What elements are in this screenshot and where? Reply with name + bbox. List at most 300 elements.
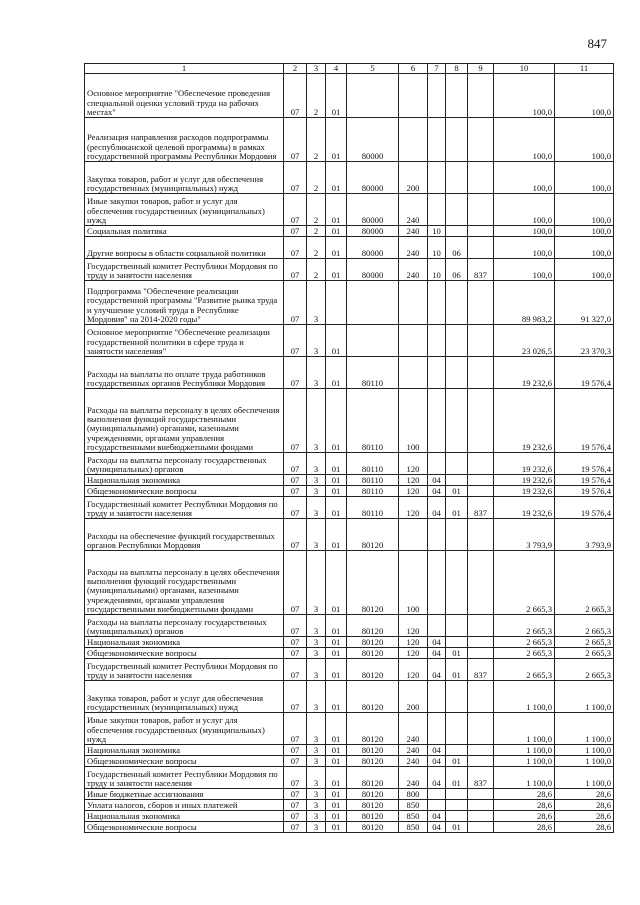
amount-cell: 19 232,6 [494, 357, 555, 389]
code-cell: 10 [428, 259, 446, 281]
code-cell: 80110 [347, 475, 399, 486]
code-cell: 01 [326, 648, 347, 659]
code-cell: 837 [468, 497, 494, 519]
code-cell: 01 [326, 756, 347, 767]
amount-cell: 100,0 [555, 226, 614, 237]
amount-cell: 28,6 [494, 811, 555, 822]
code-cell [428, 681, 446, 713]
code-cell [399, 74, 428, 118]
row-name-cell: Государственный комитет Республики Мордовия по труду и занятости населения [85, 767, 284, 789]
code-cell: 01 [326, 74, 347, 118]
code-cell: 3 [307, 615, 326, 637]
code-cell [468, 226, 494, 237]
code-cell: 01 [326, 237, 347, 259]
code-cell: 07 [284, 162, 307, 194]
code-cell: 80120 [347, 713, 399, 745]
table-body [85, 74, 614, 833]
code-cell: 07 [284, 767, 307, 789]
code-cell [428, 551, 446, 615]
amount-cell: 100,0 [494, 118, 555, 162]
code-cell [446, 811, 468, 822]
amount-cell: 19 232,6 [494, 389, 555, 453]
amount-cell: 19 232,6 [494, 453, 555, 475]
code-cell: 80120 [347, 756, 399, 767]
code-cell: 07 [284, 325, 307, 357]
row-name-cell: Общеэкономические вопросы [85, 486, 284, 497]
code-cell: 01 [326, 118, 347, 162]
amount-cell: 28,6 [494, 822, 555, 833]
code-cell [446, 118, 468, 162]
code-cell: 240 [399, 194, 428, 226]
code-cell [347, 325, 399, 357]
amount-cell: 2 665,3 [555, 637, 614, 648]
code-cell: 01 [326, 162, 347, 194]
amount-cell: 100,0 [494, 259, 555, 281]
amount-cell: 28,6 [494, 789, 555, 800]
code-cell: 3 [307, 767, 326, 789]
column-header: 7 [428, 64, 446, 74]
code-cell: 3 [307, 756, 326, 767]
code-cell: 07 [284, 745, 307, 756]
amount-cell: 100,0 [555, 194, 614, 226]
code-cell: 01 [326, 767, 347, 789]
code-cell: 07 [284, 615, 307, 637]
code-cell: 07 [284, 756, 307, 767]
amount-cell: 100,0 [555, 74, 614, 118]
code-cell: 01 [326, 475, 347, 486]
code-cell: 01 [326, 822, 347, 833]
code-cell: 04 [428, 648, 446, 659]
code-cell: 07 [284, 74, 307, 118]
code-cell [428, 519, 446, 551]
code-cell [446, 637, 468, 648]
code-cell [468, 325, 494, 357]
code-cell [468, 237, 494, 259]
code-cell: 3 [307, 497, 326, 519]
code-cell: 120 [399, 475, 428, 486]
code-cell: 80120 [347, 822, 399, 833]
table-row [85, 357, 614, 389]
code-cell [446, 194, 468, 226]
code-cell: 01 [326, 745, 347, 756]
code-cell: 04 [428, 822, 446, 833]
code-cell: 07 [284, 681, 307, 713]
amount-cell: 1 100,0 [494, 756, 555, 767]
code-cell: 3 [307, 637, 326, 648]
code-cell: 240 [399, 237, 428, 259]
code-cell [468, 486, 494, 497]
code-cell: 01 [446, 822, 468, 833]
table-row [85, 162, 614, 194]
table-row [85, 756, 614, 767]
code-cell [468, 789, 494, 800]
code-cell [446, 615, 468, 637]
code-cell: 3 [307, 789, 326, 800]
code-cell [468, 681, 494, 713]
code-cell: 06 [446, 259, 468, 281]
code-cell: 07 [284, 237, 307, 259]
code-cell [428, 74, 446, 118]
code-cell [428, 453, 446, 475]
code-cell [468, 745, 494, 756]
code-cell: 07 [284, 226, 307, 237]
row-name-cell: Расходы на выплаты персоналу государственных (муниципальных) органов [85, 615, 284, 637]
row-name-cell: Расходы на выплаты по оплате труда работников государственных органов Республики Мордовия [85, 357, 284, 389]
code-cell [468, 281, 494, 325]
amount-cell: 19 576,4 [555, 389, 614, 453]
code-cell: 240 [399, 226, 428, 237]
amount-cell: 2 665,3 [555, 615, 614, 637]
table-row [85, 767, 614, 789]
code-cell [468, 453, 494, 475]
code-cell: 80120 [347, 681, 399, 713]
code-cell: 01 [446, 756, 468, 767]
column-header: 6 [399, 64, 428, 74]
code-cell: 3 [307, 745, 326, 756]
amount-cell: 2 665,3 [494, 659, 555, 681]
code-cell [468, 475, 494, 486]
code-cell: 120 [399, 615, 428, 637]
amount-cell: 1 100,0 [555, 745, 614, 756]
code-cell: 2 [307, 118, 326, 162]
code-cell: 3 [307, 475, 326, 486]
code-cell: 80110 [347, 486, 399, 497]
code-cell: 80120 [347, 519, 399, 551]
code-cell: 01 [326, 259, 347, 281]
table-row [85, 226, 614, 237]
code-cell [428, 118, 446, 162]
code-cell [446, 389, 468, 453]
code-cell: 80000 [347, 226, 399, 237]
table-row [85, 389, 614, 453]
amount-cell: 19 576,4 [555, 453, 614, 475]
table-row [85, 637, 614, 648]
row-name-cell: Государственный комитет Республики Мордовия по труду и занятости населения [85, 659, 284, 681]
code-cell [428, 800, 446, 811]
code-cell: 07 [284, 194, 307, 226]
code-cell: 837 [468, 767, 494, 789]
code-cell [326, 281, 347, 325]
code-cell [446, 453, 468, 475]
code-cell [428, 389, 446, 453]
code-cell [428, 789, 446, 800]
code-cell: 01 [446, 497, 468, 519]
code-cell: 3 [307, 659, 326, 681]
code-cell: 3 [307, 822, 326, 833]
amount-cell: 100,0 [494, 194, 555, 226]
code-cell [468, 615, 494, 637]
code-cell: 04 [428, 475, 446, 486]
code-cell: 01 [326, 681, 347, 713]
code-cell [468, 162, 494, 194]
code-cell: 07 [284, 497, 307, 519]
code-cell: 04 [428, 497, 446, 519]
code-cell: 07 [284, 713, 307, 745]
code-cell: 837 [468, 259, 494, 281]
code-cell [446, 681, 468, 713]
code-cell [446, 74, 468, 118]
amount-cell: 19 576,4 [555, 486, 614, 497]
code-cell: 100 [399, 389, 428, 453]
amount-cell: 1 100,0 [555, 713, 614, 745]
code-cell: 01 [326, 453, 347, 475]
code-cell: 01 [326, 325, 347, 357]
column-header: 11 [555, 64, 614, 74]
code-cell [468, 811, 494, 822]
code-cell: 240 [399, 259, 428, 281]
code-cell: 80000 [347, 259, 399, 281]
code-cell: 01 [326, 637, 347, 648]
code-cell: 01 [326, 519, 347, 551]
code-cell: 01 [326, 486, 347, 497]
code-cell [446, 551, 468, 615]
amount-cell: 100,0 [555, 237, 614, 259]
code-cell [468, 713, 494, 745]
amount-cell: 2 665,3 [494, 648, 555, 659]
code-cell: 07 [284, 637, 307, 648]
code-cell: 04 [428, 637, 446, 648]
amount-cell: 1 100,0 [494, 767, 555, 789]
code-cell [468, 822, 494, 833]
code-cell [468, 389, 494, 453]
code-cell: 07 [284, 551, 307, 615]
code-cell: 07 [284, 800, 307, 811]
column-header: 4 [326, 64, 347, 74]
amount-cell: 100,0 [494, 74, 555, 118]
code-cell: 01 [446, 767, 468, 789]
code-cell: 3 [307, 357, 326, 389]
amount-cell: 2 665,3 [555, 659, 614, 681]
code-cell: 200 [399, 162, 428, 194]
code-cell [399, 357, 428, 389]
amount-cell: 1 100,0 [494, 745, 555, 756]
table-row [85, 519, 614, 551]
code-cell: 80120 [347, 637, 399, 648]
amount-cell: 2 665,3 [494, 637, 555, 648]
code-cell [446, 713, 468, 745]
code-cell: 240 [399, 767, 428, 789]
column-header: 3 [307, 64, 326, 74]
code-cell: 10 [428, 226, 446, 237]
table-row [85, 789, 614, 800]
code-cell: 100 [399, 551, 428, 615]
code-cell: 07 [284, 648, 307, 659]
code-cell [468, 637, 494, 648]
code-cell: 850 [399, 811, 428, 822]
code-cell [446, 800, 468, 811]
row-name-cell: Основное мероприятие "Обеспечение реализации государственной политики в сфере труда и занятости населения" [85, 325, 284, 357]
code-cell: 07 [284, 486, 307, 497]
code-cell: 01 [446, 648, 468, 659]
code-cell [399, 118, 428, 162]
row-name-cell: Расходы на выплаты персоналу в целях обеспечения выполнения функций государственными (муниципальными) органами, казенными учреждениями, органами управления государственными внебюджетными фондами [85, 551, 284, 615]
code-cell: 3 [307, 551, 326, 615]
amount-cell: 91 327,0 [555, 281, 614, 325]
amount-cell: 100,0 [494, 226, 555, 237]
table-row [85, 325, 614, 357]
code-cell: 800 [399, 789, 428, 800]
column-header: 1 [85, 64, 284, 74]
code-cell: 01 [446, 659, 468, 681]
code-cell [468, 118, 494, 162]
code-cell: 07 [284, 453, 307, 475]
row-name-cell: Расходы на обеспечение функций государственных органов Республики Мордовия [85, 519, 284, 551]
code-cell: 01 [326, 357, 347, 389]
row-name-cell: Общеэкономические вопросы [85, 648, 284, 659]
code-cell: 80110 [347, 453, 399, 475]
amount-cell: 2 665,3 [555, 648, 614, 659]
code-cell: 80000 [347, 237, 399, 259]
row-name-cell: Уплата налогов, сборов и иных платежей [85, 800, 284, 811]
code-cell: 80120 [347, 551, 399, 615]
code-cell: 01 [326, 194, 347, 226]
table-row [85, 237, 614, 259]
amount-cell: 28,6 [555, 800, 614, 811]
code-cell: 120 [399, 453, 428, 475]
table-row [85, 486, 614, 497]
code-cell: 2 [307, 162, 326, 194]
code-cell: 2 [307, 74, 326, 118]
amount-cell: 19 232,6 [494, 475, 555, 486]
code-cell: 80120 [347, 767, 399, 789]
code-cell: 01 [326, 226, 347, 237]
amount-cell: 1 100,0 [494, 681, 555, 713]
code-cell: 850 [399, 800, 428, 811]
code-cell [446, 357, 468, 389]
code-cell [446, 325, 468, 357]
code-cell: 80120 [347, 789, 399, 800]
code-cell: 80110 [347, 497, 399, 519]
row-name-cell: Национальная экономика [85, 637, 284, 648]
code-cell: 3 [307, 325, 326, 357]
row-name-cell: Социальная политика [85, 226, 284, 237]
amount-cell: 19 576,4 [555, 475, 614, 486]
code-cell [446, 226, 468, 237]
code-cell [428, 713, 446, 745]
amount-cell: 1 100,0 [494, 713, 555, 745]
code-cell: 07 [284, 811, 307, 822]
amount-cell: 3 793,9 [494, 519, 555, 551]
code-cell: 80000 [347, 162, 399, 194]
table-row [85, 615, 614, 637]
amount-cell: 19 232,6 [494, 486, 555, 497]
code-cell: 3 [307, 800, 326, 811]
code-cell [446, 475, 468, 486]
code-cell: 120 [399, 486, 428, 497]
code-cell [428, 357, 446, 389]
amount-cell: 1 100,0 [555, 767, 614, 789]
code-cell: 2 [307, 226, 326, 237]
code-cell: 3 [307, 486, 326, 497]
code-cell [428, 194, 446, 226]
code-cell: 06 [446, 237, 468, 259]
code-cell [468, 519, 494, 551]
code-cell: 120 [399, 659, 428, 681]
table-row [85, 74, 614, 118]
row-name-cell: Иные закупки товаров, работ и услуг для обеспечения государственных (муниципальных) нужд [85, 194, 284, 226]
table-row [85, 551, 614, 615]
row-name-cell: Расходы на выплаты персоналу государственных (муниципальных) органов [85, 453, 284, 475]
row-name-cell: Расходы на выплаты персоналу в целях обеспечения выполнения функций государственными (муниципальными) органами, казенными учреждениями, органами управления государственными внебюджетными фондами [85, 389, 284, 453]
code-cell [446, 745, 468, 756]
amount-cell: 28,6 [555, 789, 614, 800]
row-name-cell: Государственный комитет Республики Мордовия по труду и занятости населения [85, 497, 284, 519]
code-cell: 2 [307, 259, 326, 281]
table-row [85, 453, 614, 475]
code-cell [468, 74, 494, 118]
code-cell [446, 789, 468, 800]
code-cell [428, 615, 446, 637]
code-cell: 01 [326, 615, 347, 637]
row-name-cell: Национальная экономика [85, 811, 284, 822]
table-row [85, 659, 614, 681]
code-cell: 04 [428, 756, 446, 767]
code-cell: 80120 [347, 800, 399, 811]
code-cell: 07 [284, 281, 307, 325]
row-name-cell: Иные закупки товаров, работ и услуг для обеспечения государственных (муниципальных) нужд [85, 713, 284, 745]
table-row [85, 497, 614, 519]
row-name-cell: Общеэкономические вопросы [85, 822, 284, 833]
table-row [85, 475, 614, 486]
code-cell [446, 281, 468, 325]
code-cell: 07 [284, 118, 307, 162]
code-cell: 01 [326, 800, 347, 811]
column-header: 9 [468, 64, 494, 74]
code-cell: 3 [307, 281, 326, 325]
code-cell: 01 [326, 551, 347, 615]
code-cell: 80120 [347, 659, 399, 681]
code-cell: 80120 [347, 648, 399, 659]
row-name-cell: Закупка товаров, работ и услуг для обеспечения государственных (муниципальных) нужд [85, 162, 284, 194]
row-name-cell: Основное мероприятие "Обеспечение проведения специальной оценки условий труда на рабочих местах" [85, 74, 284, 118]
page-number: 847 [587, 36, 607, 51]
code-cell: 80000 [347, 194, 399, 226]
code-cell: 3 [307, 519, 326, 551]
code-cell: 07 [284, 789, 307, 800]
code-cell: 01 [326, 713, 347, 745]
amount-cell: 3 793,9 [555, 519, 614, 551]
code-cell: 3 [307, 453, 326, 475]
row-name-cell: Государственный комитет Республики Мордовия по труду и занятости населения [85, 259, 284, 281]
code-cell: 80120 [347, 811, 399, 822]
code-cell: 3 [307, 389, 326, 453]
code-cell: 850 [399, 822, 428, 833]
amount-cell: 1 100,0 [555, 681, 614, 713]
code-cell: 01 [326, 497, 347, 519]
table-row [85, 281, 614, 325]
code-cell: 3 [307, 713, 326, 745]
code-cell [468, 551, 494, 615]
amount-cell: 2 665,3 [494, 615, 555, 637]
code-cell: 07 [284, 822, 307, 833]
budget-table [84, 63, 614, 833]
code-cell [446, 162, 468, 194]
code-cell [399, 519, 428, 551]
code-cell: 2 [307, 237, 326, 259]
code-cell: 120 [399, 648, 428, 659]
code-cell: 04 [428, 486, 446, 497]
code-cell: 07 [284, 259, 307, 281]
code-cell: 2 [307, 194, 326, 226]
code-cell: 01 [446, 486, 468, 497]
code-cell [468, 800, 494, 811]
amount-cell: 23 370,3 [555, 325, 614, 357]
table-row [85, 811, 614, 822]
amount-cell: 28,6 [555, 811, 614, 822]
row-name-cell: Подпрограмма "Обеспечение реализации государственной программы "Развитие рынка труда и улучшение условий труда в Республике Мордовия" на 2014-2020 годы" [85, 281, 284, 325]
code-cell [399, 325, 428, 357]
amount-cell: 19 232,6 [494, 497, 555, 519]
